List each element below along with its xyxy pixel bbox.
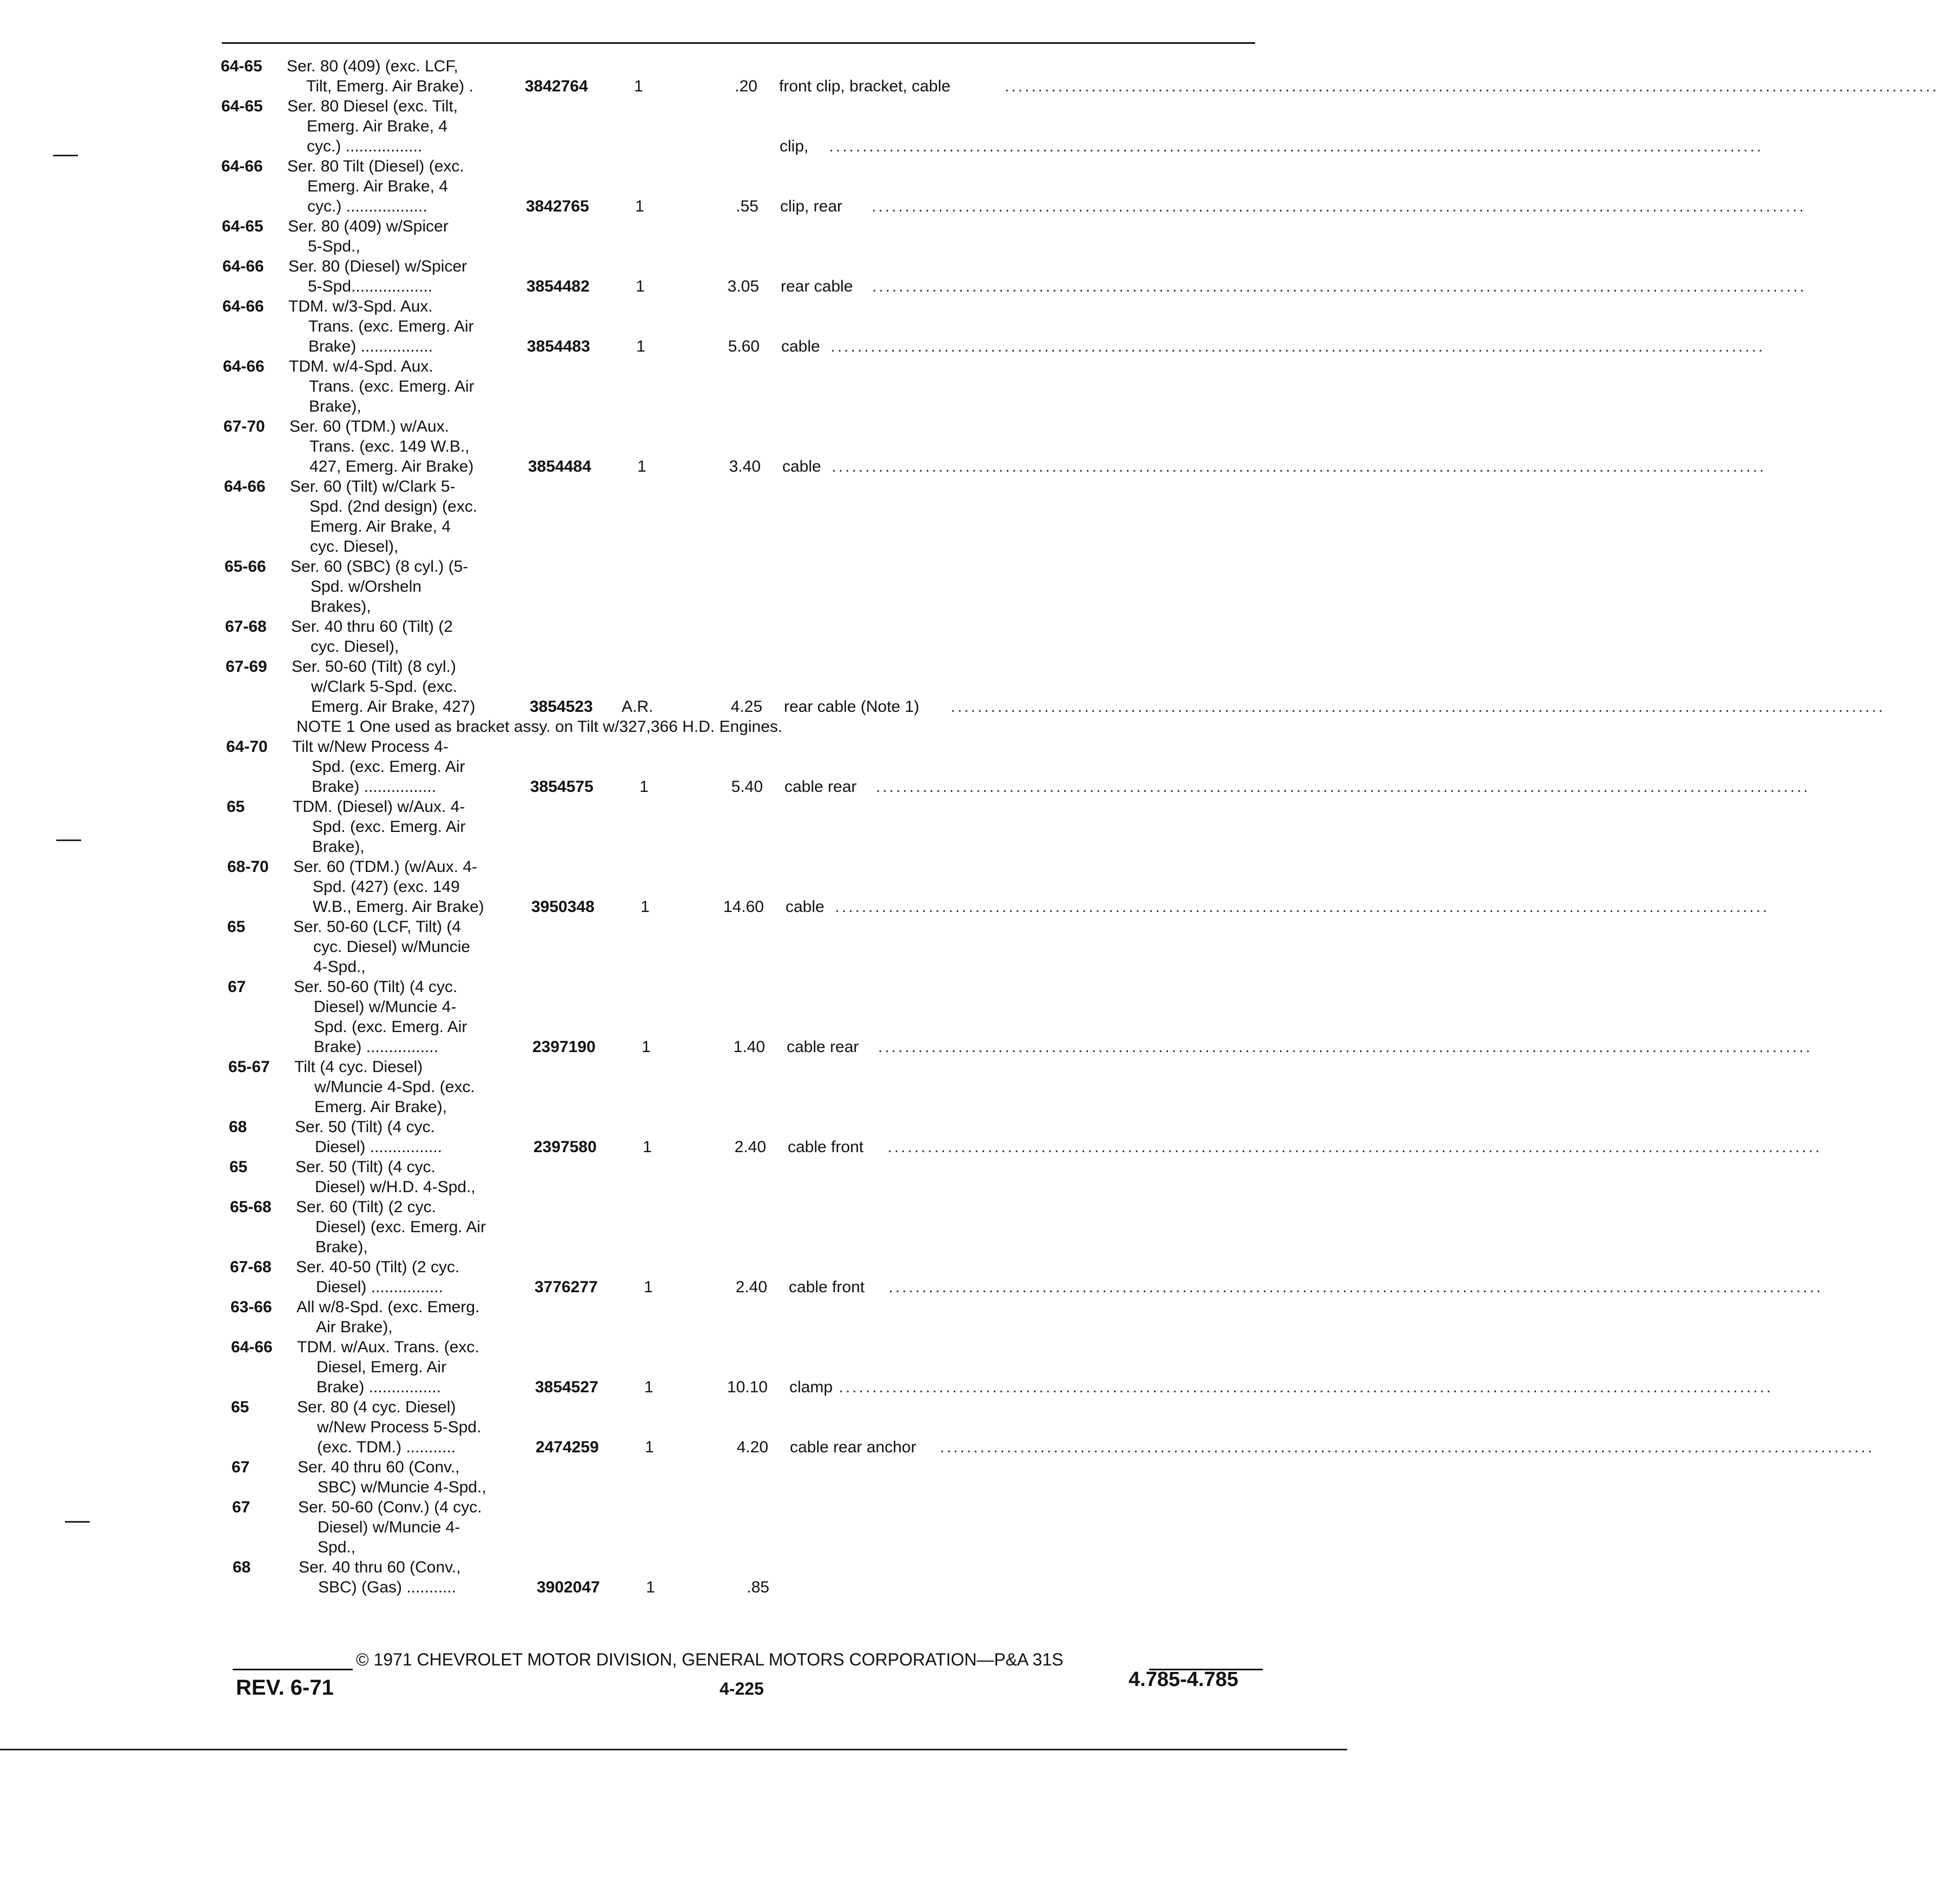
application-description: Brake) ................ [316, 1378, 441, 1396]
application-description: cyc. Diesel) w/Muncie [313, 938, 471, 956]
application-description: Ser. 80 (4 cyc. Diesel) [297, 1398, 456, 1416]
part-row [0, 957, 1368, 979]
application-description: Ser. 80 Diesel (exc. Tilt, [287, 97, 458, 115]
part-number: 3854482 [526, 277, 590, 295]
part-row [0, 416, 1368, 438]
list-price: 2.40 [735, 1278, 767, 1296]
application-description: TDM. w/3-Spd. Aux. [288, 298, 433, 315]
quantity: 1 [635, 197, 644, 215]
list-price: 14.60 [723, 898, 764, 916]
model-years: 65 [227, 798, 245, 816]
part-name: cable [782, 458, 821, 475]
part-number: 2474259 [536, 1438, 599, 1456]
part-row [0, 797, 1368, 818]
part-row [0, 1377, 1773, 1399]
part-row [0, 597, 1368, 618]
model-years: 67 [232, 1498, 250, 1516]
part-row [0, 497, 1368, 518]
application-description: Emerg. Air Brake), [314, 1098, 447, 1116]
list-price: 3.05 [727, 277, 759, 295]
part-row [0, 1337, 1368, 1359]
model-years: 68-70 [227, 858, 269, 876]
model-years: 64-66 [222, 298, 264, 315]
part-row [0, 437, 1368, 458]
part-number: 3842765 [526, 197, 589, 215]
part-row [0, 977, 1368, 999]
application-description: Emerg. Air Brake, 427) [311, 698, 476, 716]
section-code: 4.785-4.785 [1129, 1668, 1238, 1691]
application-description: Trans. (exc. Emerg. Air [308, 318, 474, 335]
model-years: 67-70 [223, 418, 265, 435]
list-price: .85 [747, 1578, 769, 1596]
part-row [0, 1577, 1368, 1599]
leader-dots: ............................................................................................................................................ [876, 778, 1810, 796]
part-row [0, 96, 1368, 118]
part-row [0, 817, 1368, 838]
application-description: Trans. (exc. 149 W.B., [309, 438, 470, 455]
application-description: Spd. (exc. Emerg. Air [314, 1018, 467, 1036]
part-row [0, 276, 1806, 298]
part-name: rear cable (Note 1) [784, 698, 920, 716]
part-row [0, 76, 1939, 98]
part-name: cable front [789, 1278, 865, 1296]
part-row [0, 396, 1368, 418]
application-description: W.B., Emerg. Air Brake) [313, 898, 484, 916]
application-description: w/New Process 5-Spd. [317, 1418, 482, 1436]
part-row [0, 917, 1368, 938]
part-row [0, 1537, 1368, 1559]
part-row [0, 316, 1368, 338]
bottom-rule [0, 1749, 1347, 1750]
application-description: Spd. (exc. Emerg. Air [312, 818, 466, 836]
model-years: 67-68 [225, 618, 267, 636]
application-description: TDM. (Diesel) w/Aux. 4- [293, 798, 465, 816]
model-years: 64-65 [221, 57, 262, 75]
leader-dots: ............................................................................................................................................ [835, 898, 1770, 916]
model-years: 64-66 [224, 478, 266, 495]
application-description: Ser. 60 (SBC) (8 cyl.) (5- [291, 558, 469, 576]
application-description: Ser. 80 Tilt (Diesel) (exc. [287, 157, 464, 175]
application-description: Emerg. Air Brake, 4 [307, 117, 448, 135]
quantity: 1 [637, 458, 647, 475]
model-years: 65-66 [225, 558, 266, 576]
quantity: 1 [644, 1278, 653, 1296]
model-years: 65 [229, 1158, 248, 1176]
model-years: 64-70 [226, 738, 268, 756]
application-description: Ser. 50-60 (Tilt) (8 cyl.) [292, 658, 456, 676]
part-number: 3842764 [525, 77, 588, 95]
application-description: Tilt w/New Process 4- [292, 738, 449, 756]
model-years: 64-66 [231, 1338, 273, 1356]
part-row [0, 697, 1885, 718]
part-row [0, 1077, 1368, 1099]
part-row [0, 1557, 1368, 1579]
part-row [0, 737, 1368, 758]
application-description: Spd. (2nd design) (exc. [309, 498, 478, 515]
application-description: Tilt (4 cyc. Diesel) [294, 1058, 423, 1076]
quantity: 1 [636, 277, 645, 295]
part-row [0, 937, 1368, 958]
part-row [0, 1017, 1368, 1039]
model-years: 64-65 [221, 97, 263, 115]
part-row [0, 1197, 1368, 1219]
note-text: NOTE 1 One used as bracket assy. on Tilt w/327,366 H.D. Engines. [296, 718, 783, 736]
part-row [0, 156, 1368, 178]
part-number: 2397580 [533, 1138, 597, 1156]
application-description: 4-Spd., [313, 958, 366, 976]
list-price: .20 [735, 77, 757, 95]
application-description: Diesel) w/Muncie 4- [318, 1518, 460, 1536]
application-description: Brake), [315, 1238, 368, 1256]
part-row [0, 1457, 1368, 1479]
part-row [0, 256, 1368, 278]
leader-dots: ............................................................................................................................................ [1005, 77, 1939, 95]
list-price: 4.20 [736, 1438, 768, 1456]
quantity: 1 [636, 338, 645, 355]
part-row [0, 136, 1764, 158]
model-years: 68 [229, 1118, 247, 1136]
list-price: 5.60 [728, 338, 760, 355]
application-description: Ser. 40 thru 60 (Tilt) (2 [291, 618, 453, 636]
model-years: 65 [231, 1398, 249, 1416]
part-row [0, 877, 1368, 898]
leader-dots: ............................................................................................................................................ [839, 1378, 1773, 1396]
application-description: 5-Spd., [308, 237, 360, 255]
application-description: 5-Spd.................. [308, 277, 433, 295]
application-description: Ser. 60 (Tilt) (2 cyc. [296, 1198, 436, 1216]
part-row [0, 457, 1766, 478]
quantity: 1 [643, 1138, 652, 1156]
application-description: cyc.) ................. [307, 137, 423, 155]
part-row [0, 617, 1368, 638]
part-row [0, 336, 1765, 358]
copyright-line: © 1971 CHEVROLET MOTOR DIVISION, GENERAL MOTORS CORPORATION—P&A 31S [356, 1650, 1064, 1669]
application-description: Diesel, Emerg. Air [316, 1358, 447, 1376]
application-description: Ser. 80 (Diesel) w/Spicer [288, 257, 467, 275]
part-row [0, 757, 1368, 778]
application-description: TDM. w/4-Spd. Aux. [289, 358, 433, 375]
list-price: 2.40 [734, 1138, 766, 1156]
revision-label: REV. 6-71 [236, 1676, 334, 1700]
footer-rule-left [233, 1669, 353, 1670]
part-row [0, 1297, 1368, 1319]
application-description: Brake), [309, 398, 361, 415]
part-row [0, 1397, 1368, 1419]
part-row [0, 477, 1368, 498]
application-description: Ser. 40 thru 60 (Conv., [298, 1458, 460, 1476]
part-row [0, 1497, 1368, 1519]
part-row [0, 1237, 1368, 1259]
model-years: 67 [232, 1458, 250, 1476]
application-description: Diesel) ................ [316, 1278, 444, 1296]
part-row [0, 637, 1368, 658]
application-description: TDM. w/Aux. Trans. (exc. [297, 1338, 479, 1356]
part-row [0, 1357, 1368, 1379]
quantity: 1 [645, 1438, 654, 1456]
application-description: Spd., [318, 1538, 356, 1556]
part-row [0, 236, 1368, 258]
top-rule [222, 42, 1255, 44]
application-description: Ser. 60 (TDM.) w/Aux. [289, 418, 450, 435]
leader-dots: ............................................................................................................................................ [888, 1278, 1823, 1296]
part-row [0, 356, 1368, 378]
part-row [0, 857, 1368, 878]
application-description: (exc. TDM.) ........... [317, 1438, 456, 1456]
part-name: cable [786, 898, 825, 916]
part-row [0, 1057, 1368, 1079]
application-description: Diesel) (exc. Emerg. Air [315, 1218, 486, 1236]
part-row [0, 557, 1368, 578]
application-description: All w/8-Spd. (exc. Emerg. [296, 1298, 480, 1316]
application-description: Ser. 50-60 (Tilt) (4 cyc. [294, 978, 458, 996]
part-number: 3854484 [528, 458, 591, 475]
part-name: cable front [788, 1138, 864, 1156]
application-description: cyc. Diesel), [311, 638, 399, 656]
application-description: SBC) w/Muncie 4-Spd., [318, 1478, 486, 1496]
part-name: clamp [789, 1378, 833, 1396]
model-years: 63-66 [230, 1298, 272, 1316]
application-description: Ser. 80 (409) (exc. LCF, [287, 57, 458, 75]
part-number: 3950348 [531, 898, 595, 916]
application-description: 427, Emerg. Air Brake) [309, 458, 474, 475]
application-description: cyc. Diesel), [310, 538, 399, 556]
model-years: 67-69 [226, 658, 267, 676]
quantity: 1 [639, 778, 649, 796]
application-description: Air Brake), [316, 1318, 393, 1336]
list-price: 4.25 [730, 698, 762, 716]
quantity: 1 [641, 898, 650, 916]
part-row [0, 1157, 1368, 1179]
part-row [0, 1437, 1875, 1459]
leader-dots: ............................................................................................................................................ [872, 197, 1806, 215]
list-price: 3.40 [729, 458, 761, 475]
model-years: 65-67 [228, 1058, 270, 1076]
part-row [0, 1137, 1822, 1159]
part-number: 2397190 [532, 1038, 596, 1056]
part-row [0, 196, 1806, 218]
part-row [0, 1417, 1368, 1439]
part-row [0, 537, 1368, 558]
leader-dots: ............................................................................................................................................ [829, 137, 1764, 155]
application-description: Diesel) w/Muncie 4- [314, 998, 457, 1016]
model-years: 64-66 [221, 157, 263, 175]
leader-dots: ............................................................................................................................................ [887, 1138, 1822, 1156]
model-years: 67 [228, 978, 246, 996]
part-row [0, 517, 1368, 538]
application-description: Spd. (exc. Emerg. Air [312, 758, 465, 776]
part-row [0, 1477, 1368, 1499]
application-description: Emerg. Air Brake, 4 [307, 177, 449, 195]
application-description: Ser. 50-60 (Conv.) (4 cyc. [298, 1498, 482, 1516]
list-price: 5.40 [731, 778, 763, 796]
part-row [0, 1037, 1812, 1059]
model-years: 65-68 [230, 1198, 272, 1216]
part-name: cable [781, 338, 820, 355]
quantity: 1 [646, 1578, 655, 1596]
note-line [0, 717, 1368, 738]
application-description: Brake) ................ [308, 338, 433, 355]
part-number: 3902047 [537, 1578, 600, 1596]
quantity: 1 [644, 1378, 654, 1396]
quantity: 1 [642, 1038, 651, 1056]
application-description: Emerg. Air Brake, 4 [310, 518, 451, 536]
part-row [0, 777, 1810, 798]
page-number: 4-225 [720, 1679, 764, 1698]
part-number: 3854575 [530, 778, 593, 796]
part-number: 3854483 [527, 338, 590, 355]
application-description: Ser. 40-50 (Tilt) (2 cyc. [296, 1258, 460, 1276]
application-description: cyc.) .................. [307, 197, 427, 215]
part-row [0, 1097, 1368, 1119]
application-description: Ser. 80 (409) w/Spicer [288, 217, 449, 235]
part-row [0, 56, 1368, 78]
application-description: Ser. 60 (TDM.) (w/Aux. 4- [293, 858, 478, 876]
application-description: Brake) ................ [314, 1038, 439, 1056]
application-description: Spd. w/Orsheln [311, 578, 422, 596]
application-description: Brake), [312, 838, 365, 856]
part-row [0, 1257, 1368, 1279]
application-description: Ser. 50 (Tilt) (4 cyc. [295, 1118, 435, 1136]
part-row [0, 1177, 1368, 1199]
application-description: Ser. 60 (Tilt) w/Clark 5- [290, 478, 456, 495]
part-name: clip, [780, 137, 809, 155]
application-description: Ser. 40 thru 60 (Conv., [299, 1558, 461, 1576]
model-years: 64-66 [223, 358, 265, 375]
application-description: Ser. 50-60 (LCF, Tilt) (4 [293, 918, 461, 936]
quantity: 1 [634, 77, 643, 95]
model-years: 64-66 [222, 257, 264, 275]
part-row [0, 216, 1368, 238]
part-row [0, 837, 1368, 858]
part-number: 3776277 [535, 1278, 598, 1296]
part-number: 3854527 [535, 1378, 598, 1396]
part-row [0, 176, 1368, 198]
part-row [0, 897, 1770, 918]
application-description: Brakes), [311, 598, 371, 616]
application-description: Diesel) ................ [315, 1138, 443, 1156]
model-years: 65 [227, 918, 246, 936]
leader-dots: ............................................................................................................................................ [940, 1438, 1875, 1456]
part-row [0, 577, 1368, 598]
leader-dots: ............................................................................................................................................ [830, 338, 1765, 355]
application-description: Ser. 50 (Tilt) (4 cyc. [295, 1158, 436, 1176]
leader-dots: ............................................................................................................................................ [951, 698, 1885, 716]
list-price: 1.40 [733, 1038, 765, 1056]
part-row [0, 1117, 1368, 1139]
leader-dots: ............................................................................................................................................ [872, 277, 1806, 295]
application-description: w/Muncie 4-Spd. (exc. [314, 1078, 475, 1096]
part-row [0, 677, 1368, 698]
application-description: Spd. (427) (exc. 149 [313, 878, 460, 896]
model-years: 64-65 [222, 217, 263, 235]
application-description: w/Clark 5-Spd. (exc. [311, 678, 458, 696]
leader-dots: ............................................................................................................................................ [878, 1038, 1812, 1056]
list-price: 10.10 [727, 1378, 768, 1396]
application-description: Trans. (exc. Emerg. Air [309, 378, 474, 395]
part-name: front clip, bracket, cable [779, 77, 951, 95]
leader-dots: ............................................................................................................................................ [832, 458, 1766, 475]
part-row [0, 1217, 1368, 1239]
list-price: .55 [736, 197, 759, 215]
part-row [0, 1317, 1368, 1339]
application-description: Diesel) w/H.D. 4-Spd., [315, 1178, 476, 1196]
model-years: 68 [233, 1558, 251, 1576]
application-description: SBC) (Gas) ........... [318, 1578, 457, 1596]
quantity: A.R. [622, 698, 654, 716]
part-row [0, 376, 1368, 398]
application-description: Tilt, Emerg. Air Brake) . [306, 77, 473, 95]
part-row [0, 997, 1368, 1019]
part-name: cable rear [784, 778, 857, 796]
part-row [0, 1517, 1368, 1539]
part-number: 3854523 [530, 698, 593, 716]
part-row [0, 657, 1368, 678]
part-row [0, 116, 1368, 138]
application-description: Brake) ................ [312, 778, 437, 796]
part-name: cable rear [787, 1038, 859, 1056]
part-name: clip, rear [780, 197, 843, 215]
part-name: cable rear anchor [790, 1438, 916, 1456]
part-name: rear cable [781, 277, 853, 295]
part-row [0, 296, 1368, 318]
part-row [0, 1277, 1823, 1299]
model-years: 67-68 [230, 1258, 272, 1276]
